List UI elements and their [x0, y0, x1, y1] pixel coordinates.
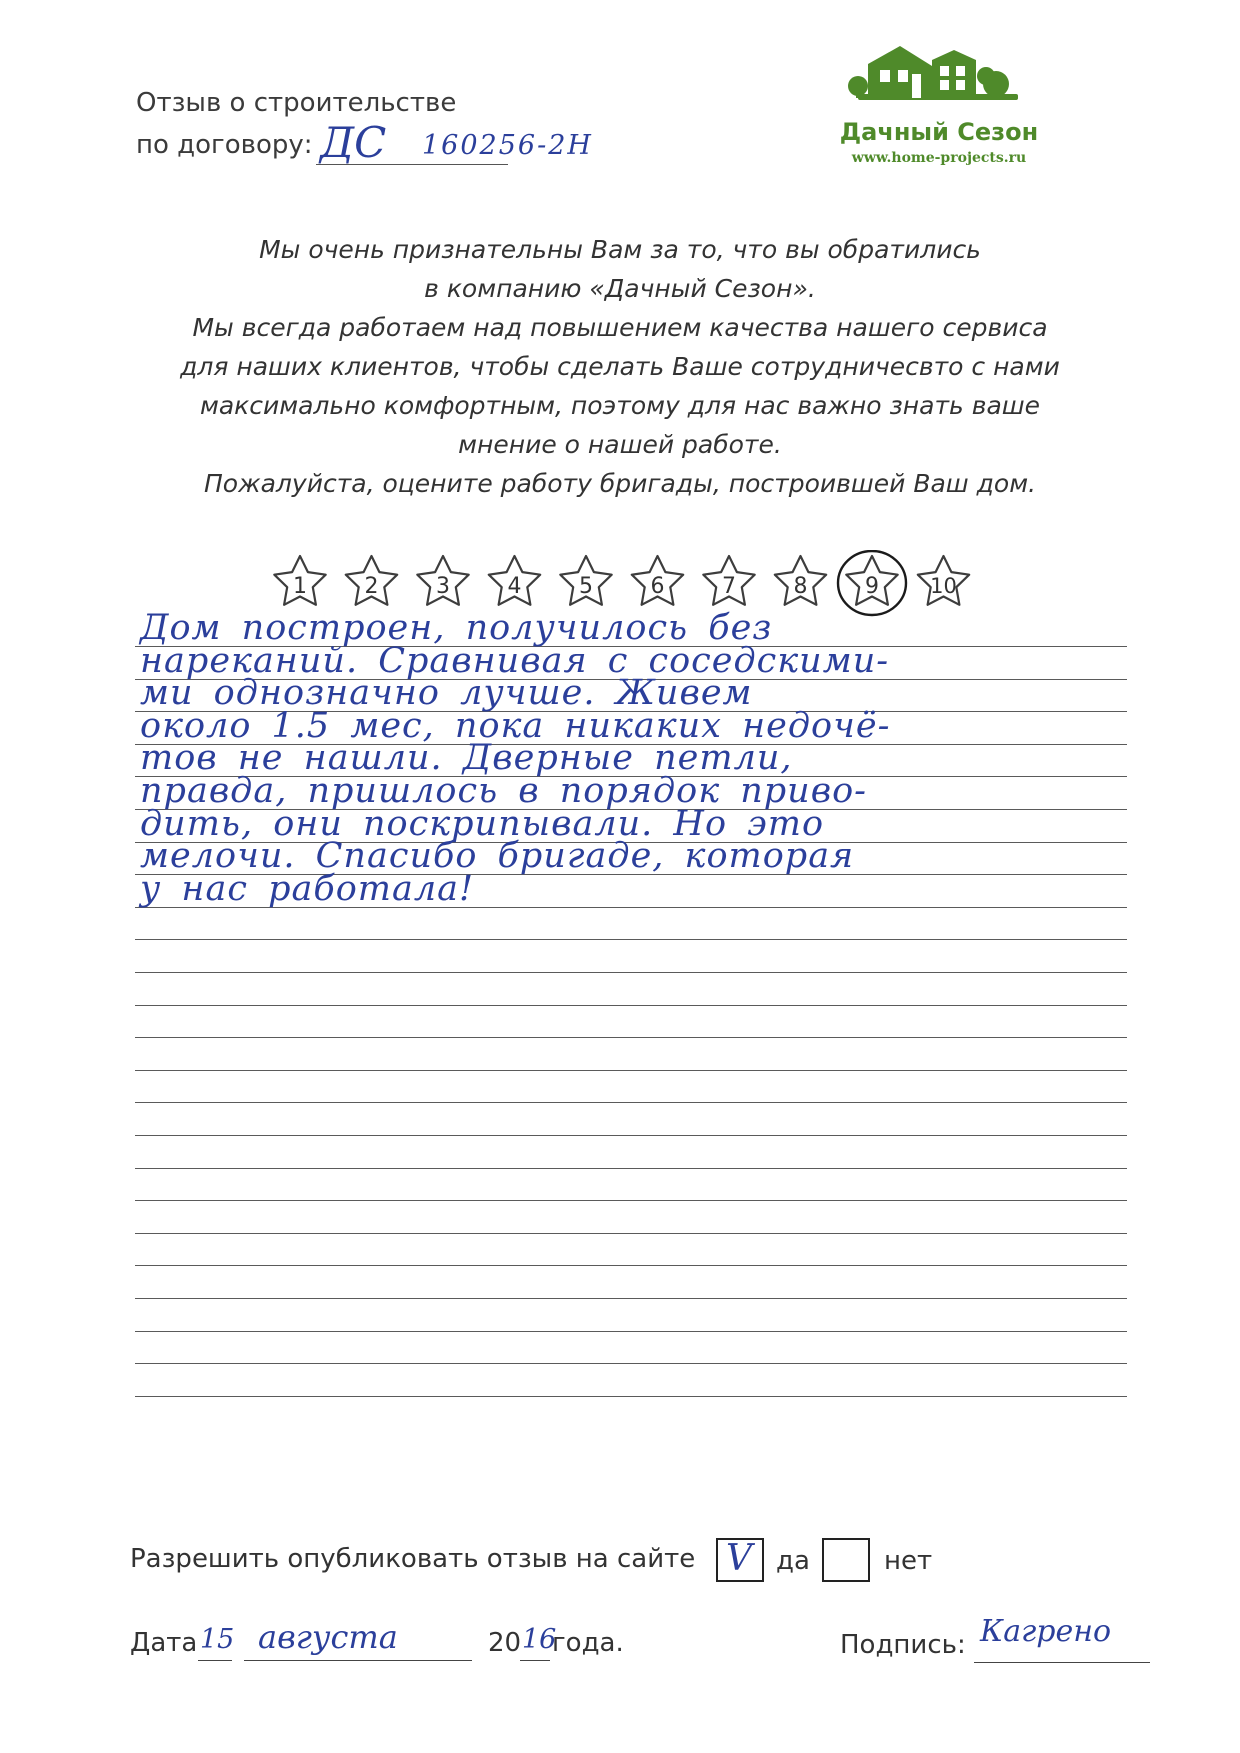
- date-year-underline: [520, 1660, 550, 1661]
- review-line: около 1.5 мес, пока никаких недочё-: [140, 705, 891, 746]
- ruled-line: [135, 939, 1127, 940]
- review-line: тов не нашли. Дверные петли,: [140, 738, 793, 779]
- logo-brand-name: Дачный Сезон: [839, 118, 1039, 146]
- date-day: 15: [200, 1624, 235, 1655]
- review-line: ми однозначно лучше. Живем: [140, 673, 753, 714]
- contract-label: по договору:: [136, 130, 313, 160]
- rating-star-3[interactable]: [417, 556, 468, 605]
- ruled-line: [135, 1233, 1127, 1234]
- rating-star-label: 7: [722, 574, 736, 599]
- rating-star-label: 9: [865, 574, 879, 599]
- rating-star-label: 4: [507, 574, 522, 599]
- rating-star-label: 5: [579, 574, 593, 599]
- check-mark: V: [726, 1538, 752, 1579]
- rating-star-8[interactable]: [775, 556, 826, 605]
- rating-star-6[interactable]: [632, 556, 683, 605]
- date-month-underline: [244, 1660, 472, 1661]
- rating-star-label: 8: [793, 574, 808, 599]
- ruled-line: [135, 1265, 1127, 1266]
- intro-line: мнение о нашей работе.: [458, 430, 782, 459]
- rating-star-label: 10: [930, 574, 957, 598]
- ruled-line: [135, 1005, 1127, 1006]
- date-day-underline: [198, 1660, 232, 1661]
- ruled-line: [135, 1331, 1127, 1332]
- review-line: мелочи. Спасибо бригаде, которая: [140, 836, 855, 877]
- house-logo-icon: [828, 40, 1050, 120]
- date-month: августа: [258, 1618, 398, 1656]
- rating-star-label: 1: [293, 574, 307, 599]
- review-line: правда, пришлось в порядок приво-: [140, 770, 867, 811]
- publish-label: Разрешить опубликовать отзыв на сайте: [130, 1544, 696, 1574]
- ruled-line: [135, 1102, 1127, 1103]
- intro-line: для наших клиентов, чтобы сделать Ваше сотрудничесвто с нами: [180, 352, 1060, 381]
- rating-star-7[interactable]: [703, 556, 754, 605]
- rating-star-4[interactable]: [489, 556, 540, 605]
- publish-no-checkbox[interactable]: [822, 1538, 870, 1582]
- intro-line: Пожалуйста, оцените работу бригады, построившей Ваш дом.: [204, 469, 1036, 498]
- ruled-line: [135, 1135, 1127, 1136]
- review-line: у нас работала!: [140, 868, 475, 909]
- rating-star-9[interactable]: [838, 551, 906, 615]
- date-year-suffix: 16: [522, 1624, 557, 1655]
- review-line: нареканий. Сравнивая с соседскими-: [140, 640, 890, 681]
- ruled-line: [135, 1168, 1127, 1169]
- ruled-line: [135, 1396, 1127, 1397]
- contract-prefix: ДС: [320, 118, 387, 167]
- rating-star-10[interactable]: [918, 556, 969, 605]
- rating-star-label: 3: [436, 574, 450, 599]
- logo-url: www.home-projects.ru: [851, 150, 1027, 166]
- date-label: Дата: [130, 1628, 198, 1658]
- company-logo: [828, 40, 1050, 176]
- rating-star-5[interactable]: [560, 556, 611, 605]
- rating-star-label: 6: [650, 574, 665, 599]
- form-title: Отзыв о строительстве: [136, 88, 457, 118]
- ruled-line: [135, 972, 1127, 973]
- date-year-prefix: 20: [488, 1628, 522, 1658]
- publish-no-label: нет: [884, 1546, 933, 1576]
- contract-number: 160256-2Н: [422, 130, 593, 161]
- signature-label: Подпись:: [840, 1630, 966, 1660]
- ruled-line: [135, 1037, 1127, 1038]
- ruled-line: [135, 1363, 1127, 1364]
- ruled-line: [135, 1070, 1127, 1071]
- intro-line: максимально комфортным, поэтому для нас важно знать ваше: [199, 391, 1041, 420]
- ruled-line: [135, 1200, 1127, 1201]
- intro-text: [150, 230, 1090, 503]
- date-year-label: года.: [552, 1628, 624, 1658]
- intro-line: Мы всегда работаем над повышением качества нашего сервиса: [192, 313, 1048, 342]
- rating-star-2[interactable]: [346, 556, 397, 605]
- review-line: Дом построен, получилось без: [140, 608, 773, 648]
- review-text[interactable]: [140, 608, 1130, 909]
- rating-star-label: 2: [364, 574, 379, 599]
- intro-line: в компанию «Дачный Сезон».: [424, 274, 816, 303]
- ruled-line: [135, 1298, 1127, 1299]
- review-line: дить, они поскрипывали. Но это: [140, 803, 825, 844]
- intro-line: Мы очень признательны Вам за то, что вы обратились: [259, 235, 981, 264]
- signature-underline: [974, 1662, 1150, 1663]
- signature-value: Кагрено: [980, 1614, 1112, 1649]
- publish-yes-checkbox[interactable]: [716, 1538, 764, 1582]
- publish-yes-label: да: [776, 1546, 810, 1576]
- rating-star-1[interactable]: [274, 556, 325, 605]
